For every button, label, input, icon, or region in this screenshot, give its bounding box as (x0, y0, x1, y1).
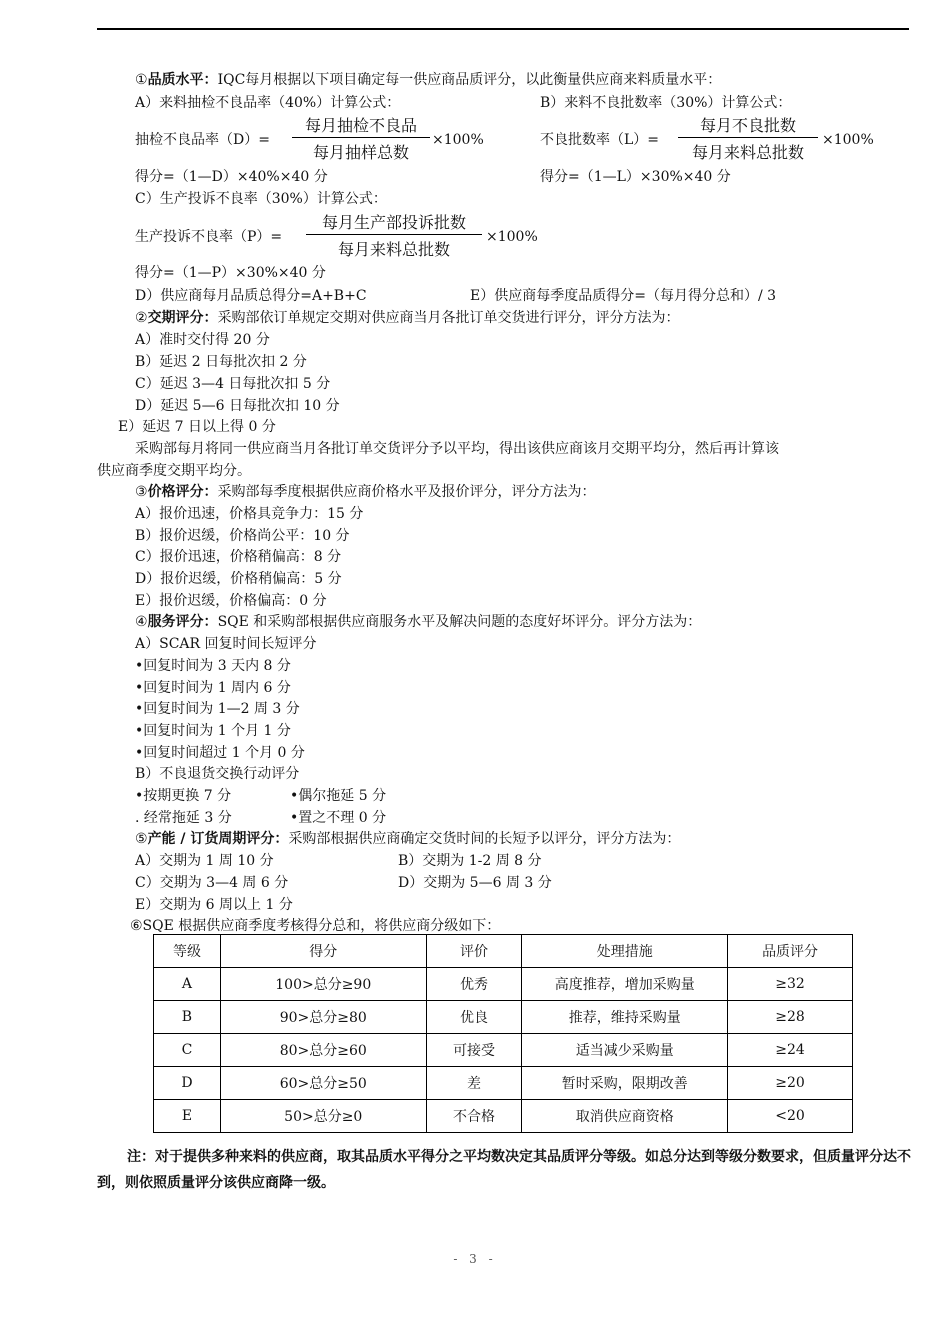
table-cell: 可接受 (426, 1034, 522, 1067)
table-cell: E (154, 1100, 221, 1133)
fraction-bar (306, 234, 482, 235)
quality-monthly-total: D）供应商每月品质总得分=A+B+C (135, 288, 367, 304)
section-service-heading: ④服务评分：SQE 和采购部根据供应商服务水平及解决问题的态度好坏评分。评分方法为： (135, 614, 702, 630)
table-cell: 推荐，维持采购量 (522, 1001, 728, 1034)
table-cell: 高度推荐，增加采购量 (522, 968, 728, 1001)
formula-l-numerator: 每月不良批数 (699, 116, 796, 135)
section-grading-intro: ⑥SQE 根据供应商季度考核得分总和，将供应商分级如下： (130, 918, 501, 934)
table-cell: 取消供应商资格 (522, 1100, 728, 1133)
formula-p-denominator: 每月来料总批数 (337, 240, 450, 259)
table-cell: <20 (728, 1100, 853, 1133)
list-item: B）报价迟缓，价格尚公平：10 分 (135, 528, 350, 544)
section-quality-heading: ①品质水平：IQC每月根据以下项目确定每一供应商品质评分，以此衡量供应商来料质量水平： (135, 72, 722, 88)
table-cell: C (154, 1034, 221, 1067)
table-cell: 50>总分≥0 (220, 1100, 426, 1133)
table-cell: 暂时采购，限期改善 (522, 1067, 728, 1100)
list-item: A）报价迅速，价格具竞争力：15 分 (135, 506, 364, 522)
formula-d-lhs: 抽检不良品率（D）= (135, 132, 270, 148)
section-price-heading: ③价格评分：采购部每季度根据供应商价格水平及报价评分，评分方法为： (135, 484, 596, 500)
formula-l-denominator: 每月来料总批数 (691, 143, 804, 162)
list-item: •置之不理 0 分 (290, 810, 387, 826)
fraction-bar (292, 137, 430, 138)
formula-d-rhs: ×100% (432, 132, 484, 148)
table-cell: 80>总分≥60 (220, 1034, 426, 1067)
list-item: •偶尔拖延 5 分 (290, 788, 387, 804)
table-cell: 不合格 (426, 1100, 522, 1133)
formula-p-rhs: ×100% (486, 229, 538, 245)
list-item: •回复时间为 3 天内 8 分 (135, 658, 291, 674)
table-cell: 优秀 (426, 968, 522, 1001)
table-cell: ≥24 (728, 1034, 853, 1067)
delivery-paragraph-line1: 采购部每月将同一供应商当月各批订单交货评分予以平均，得出该供应商该月交期平均分，然后再计算该 (135, 441, 779, 457)
formula-d-denominator: 每月抽样总数 (312, 143, 409, 162)
section-delivery-heading: ②交期评分：采购部依订单规定交期对供应商当月各批订单交货进行评分，评分方法为： (135, 310, 680, 326)
delivery-paragraph-line2: 供应商季度交期平均分。 (97, 463, 251, 479)
table-cell: 100>总分≥90 (220, 968, 426, 1001)
formula-l-lhs: 不良批数率（L）= (540, 132, 660, 148)
table-header-row (154, 935, 853, 968)
list-item: D）延迟 5—6 日每批次扣 10 分 (135, 398, 340, 414)
list-item: E）交期为 6 周以上 1 分 (135, 897, 293, 913)
table-header-cell: 得分 (220, 935, 426, 968)
formula-d-fraction (292, 113, 430, 163)
table-cell: D (154, 1067, 221, 1100)
list-item: D）报价迟缓，价格稍偏高：5 分 (135, 571, 342, 587)
section-capacity-heading: ⑤产能 / 订货周期评分：采购部根据供应商确定交货时间的长短予以评分，评分方法为： (135, 831, 681, 847)
table-row (154, 1100, 853, 1133)
table-cell: 60>总分≥50 (220, 1067, 426, 1100)
formula-p-lhs: 生产投诉不良率（P）= (135, 229, 283, 245)
table-cell: 适当减少采购量 (522, 1034, 728, 1067)
formula-l-rhs: ×100% (822, 132, 874, 148)
list-item: A）交期为 1 周 10 分 (135, 853, 274, 869)
service-item-a-label: A）SCAR 回复时间长短评分 (135, 636, 317, 652)
table-cell: 优良 (426, 1001, 522, 1034)
formula-d-numerator: 每月抽检不良品 (304, 116, 417, 135)
table-cell: ≥28 (728, 1001, 853, 1034)
table-cell: A (154, 968, 221, 1001)
quality-item-a-label: A）来料抽检不良品率（40%）计算公式： (135, 95, 401, 111)
list-item: . 经常拖延 3 分 (135, 810, 232, 826)
list-item: •回复时间为 1 个月 1 分 (135, 723, 291, 739)
score-l: 得分=（1—L）×30%×40 分 (540, 169, 731, 185)
formula-p-fraction (306, 210, 482, 260)
formula-p-numerator: 每月生产部投诉批数 (321, 213, 466, 232)
table-cell: ≥32 (728, 968, 853, 1001)
page-number: - 3 - (453, 1252, 497, 1266)
table-cell: 90>总分≥80 (220, 1001, 426, 1034)
list-item: C）延迟 3—4 日每批次扣 5 分 (135, 376, 331, 392)
list-item: B）延迟 2 日每批次扣 2 分 (135, 354, 307, 370)
list-item: •回复时间为 1 周内 6 分 (135, 680, 291, 696)
list-item: •回复时间为 1—2 周 3 分 (135, 701, 300, 717)
table-row (154, 1034, 853, 1067)
list-item: A）准时交付得 20 分 (135, 332, 270, 348)
table-header-cell: 品质评分 (728, 935, 853, 968)
score-p: 得分=（1—P）×30%×40 分 (135, 265, 326, 281)
list-item: E）延迟 7 日以上得 0 分 (118, 419, 276, 435)
table-cell: B (154, 1001, 221, 1034)
quality-item-b-label: B）来料不良批数率（30%）计算公式： (540, 95, 792, 111)
table-row (154, 1067, 853, 1100)
service-item-b-label: B）不良退货交换行动评分 (135, 766, 300, 782)
table-cell: 差 (426, 1067, 522, 1100)
list-item: D）交期为 5—6 周 3 分 (398, 875, 552, 891)
list-item: •回复时间超过 1 个月 0 分 (135, 745, 305, 761)
table-header-cell: 处理措施 (522, 935, 728, 968)
table-header-cell: 评价 (426, 935, 522, 968)
quality-item-c-label: C）生产投诉不良率（30%）计算公式： (135, 191, 387, 207)
grading-table (153, 934, 853, 1133)
list-item: C）交期为 3—4 周 6 分 (135, 875, 289, 891)
table-header-cell: 等级 (154, 935, 221, 968)
score-d: 得分=（1—D）×40%×40 分 (135, 169, 328, 185)
list-item: C）报价迅速，价格稍偏高：8 分 (135, 549, 342, 565)
footnote: 注：对于提供多种来料的供应商，取其品质水平得分之平均数决定其品质评分等级。如总分达到等级分数要求，但质量评分达不到，则依照质量评分该供应商降一级。 (97, 1149, 911, 1191)
table-row (154, 968, 853, 1001)
table-cell: ≥20 (728, 1067, 853, 1100)
formula-l-fraction (678, 113, 818, 163)
list-item: E）报价迟缓，价格偏高：0 分 (135, 593, 327, 609)
table-row (154, 1001, 853, 1034)
list-item: B）交期为 1-2 周 8 分 (398, 853, 542, 869)
list-item: •按期更换 7 分 (135, 788, 232, 804)
quality-quarterly-total: E）供应商每季度品质得分=（每月得分总和）/ 3 (470, 288, 777, 304)
fraction-bar (678, 137, 818, 138)
header-rule (97, 28, 909, 30)
